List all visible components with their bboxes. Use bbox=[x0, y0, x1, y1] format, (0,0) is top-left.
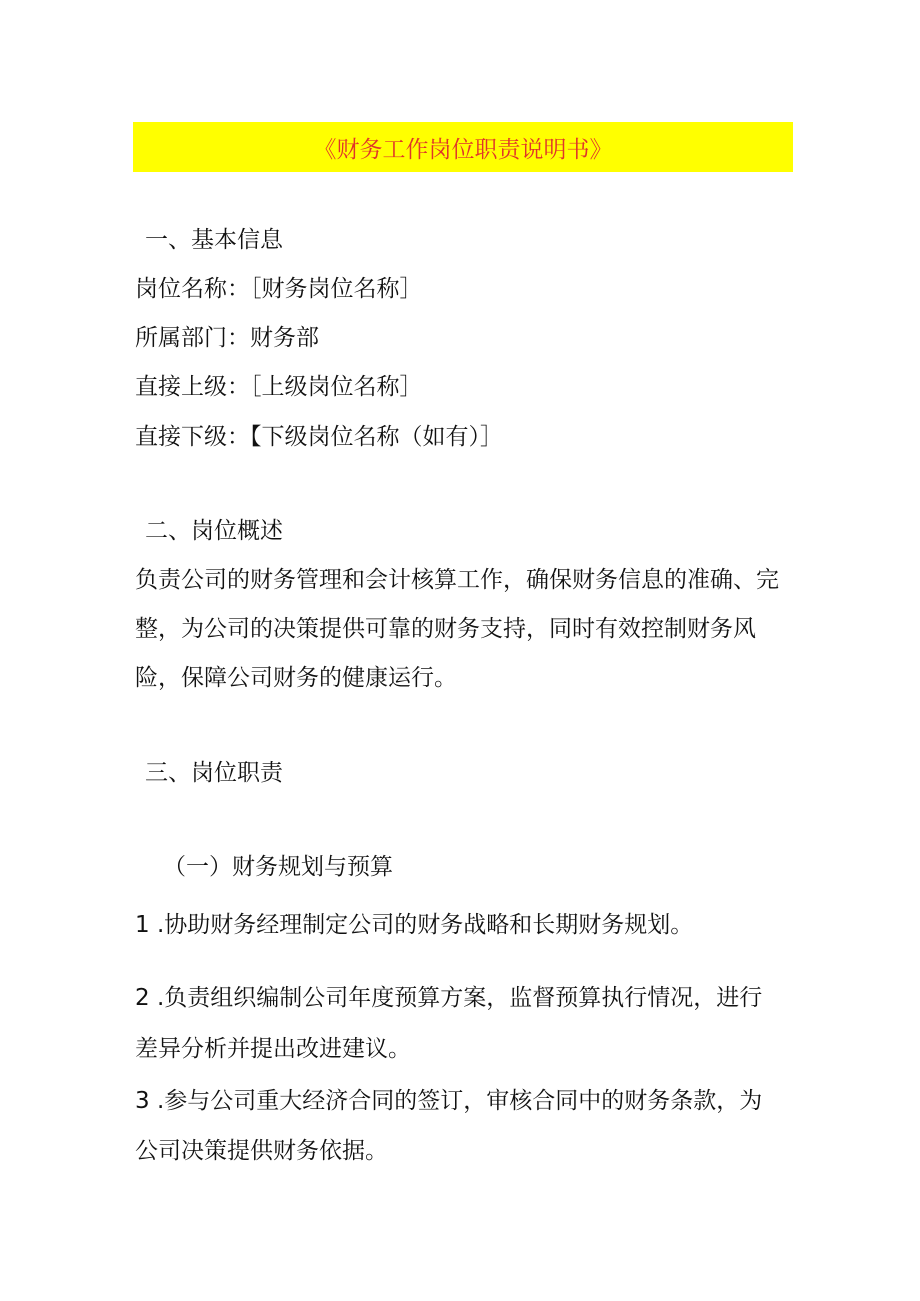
title-banner bbox=[133, 122, 793, 172]
responsibility-item-2-continued: 差异分析并提出改进建议。 bbox=[135, 1036, 411, 1062]
overview-paragraph-line: 险，保障公司财务的健康运行。 bbox=[135, 665, 457, 691]
field-position-name: 岗位名称：［财务岗位名称］ bbox=[135, 276, 423, 302]
field-direct-subordinate: 直接下级：【下级岗位名称（如有）］ bbox=[135, 424, 503, 450]
section-heading-responsibilities: 三、岗位职责 bbox=[145, 760, 283, 786]
overview-paragraph-line: 整，为公司的决策提供可靠的财务支持，同时有效控制财务风 bbox=[135, 616, 756, 642]
field-direct-superior: 直接上级：［上级岗位名称］ bbox=[135, 374, 423, 400]
overview-paragraph-line: 负责公司的财务管理和会计核算工作，确保财务信息的准确、完 bbox=[135, 567, 779, 593]
responsibility-item-3-continued: 公司决策提供财务依据。 bbox=[135, 1138, 388, 1164]
document-title: 《财务工作岗位职责说明书》 bbox=[313, 136, 613, 163]
responsibility-item-2: 2 .负责组织编制公司年度预算方案，监督预算执行情况，进行 bbox=[135, 985, 763, 1011]
responsibility-item-3: 3 .参与公司重大经济合同的签订，审核合同中的财务条款，为 bbox=[135, 1088, 763, 1114]
subsection-heading-planning-budget: （一）财务规划与预算 bbox=[163, 854, 393, 880]
responsibility-item-1: 1 .协助财务经理制定公司的财务战略和长期财务规划。 bbox=[135, 912, 694, 938]
section-heading-basic-info: 一、基本信息 bbox=[145, 227, 283, 253]
field-department: 所属部门：财务部 bbox=[135, 325, 319, 351]
section-heading-overview: 二、岗位概述 bbox=[145, 518, 283, 544]
